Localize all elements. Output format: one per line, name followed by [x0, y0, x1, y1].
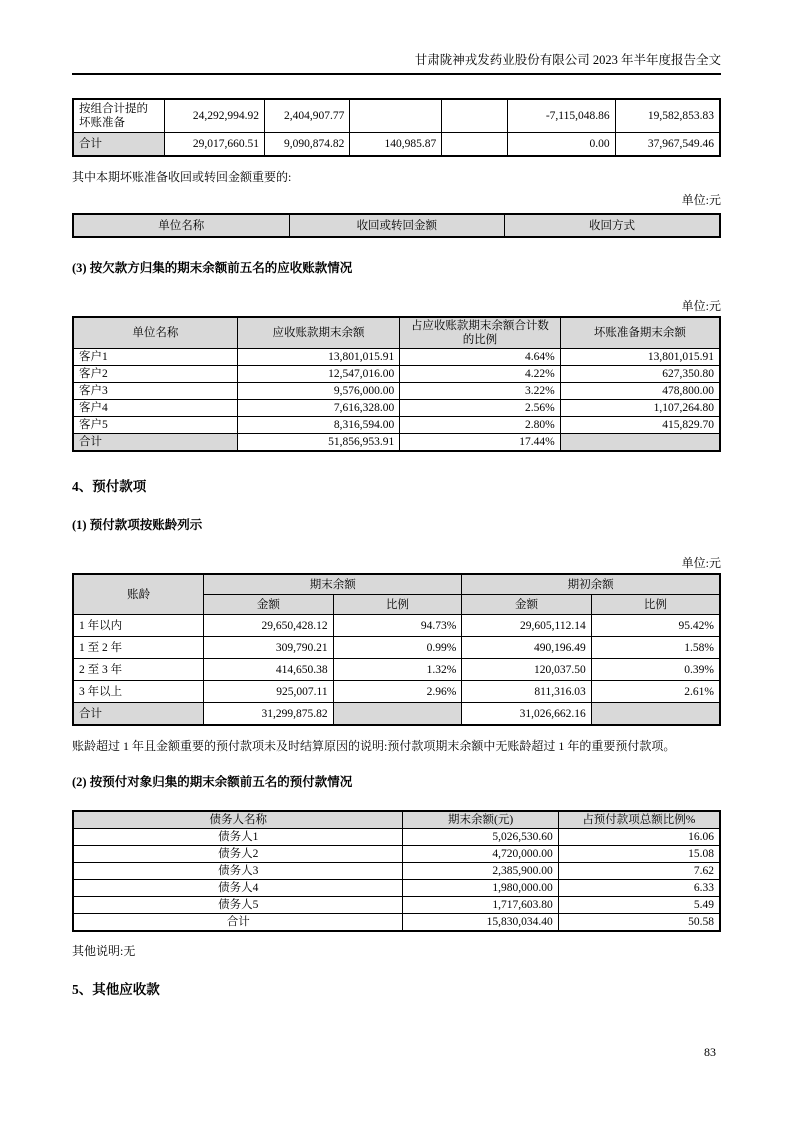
table-row	[73, 637, 720, 659]
prepayment-aging-table	[72, 573, 721, 726]
table-row	[73, 829, 720, 846]
table-cell: 1,107,264.80	[560, 400, 720, 417]
table-cell: 51,856,953.91	[237, 434, 399, 452]
table-cell: 客户3	[73, 383, 237, 400]
table-row-total	[73, 703, 720, 726]
table-cell	[591, 703, 720, 726]
table-row-total	[73, 914, 720, 932]
column-header: 收回或转回金额	[289, 214, 504, 237]
table-cell: -7,115,048.86	[508, 99, 615, 133]
table-cell: 3 年以上	[73, 681, 204, 703]
table-cell: 2.80%	[400, 417, 560, 434]
table-row-total	[73, 133, 720, 157]
column-header: 占预付款项总额比例%	[558, 811, 720, 829]
table-cell: 1 至 2 年	[73, 637, 204, 659]
table-cell: 2,404,907.77	[264, 99, 349, 133]
table-cell: 13,801,015.91	[237, 349, 399, 366]
table-row	[73, 681, 720, 703]
column-header: 应收账款期末余额	[237, 317, 399, 349]
section-heading-4: 4、预付款项	[72, 479, 147, 494]
table-cell: 5.49	[558, 897, 720, 914]
table-cell: 合计	[73, 434, 237, 452]
table-cell: 415,829.70	[560, 417, 720, 434]
table-cell: 债务人3	[73, 863, 403, 880]
column-header: 债务人名称	[73, 811, 403, 829]
table-cell: 债务人1	[73, 829, 403, 846]
column-header: 坏账准备期末余额	[560, 317, 720, 349]
table-cell: 7.62	[558, 863, 720, 880]
table-cell: 客户1	[73, 349, 237, 366]
table-header-row	[73, 574, 720, 595]
document-header-title: 甘肃陇神戎发药业股份有限公司 2023 年半年度报告全文	[72, 0, 721, 75]
table-row-total	[73, 434, 720, 452]
column-header: 期末余额(元)	[403, 811, 558, 829]
table-cell: 95.42%	[591, 615, 720, 637]
table-cell: 50.58	[558, 914, 720, 932]
table-cell: 140,985.87	[350, 133, 442, 157]
table-cell: 29,650,428.12	[204, 615, 333, 637]
recovery-intro-text: 其中本期坏账准备收回或转回金额重要的:	[72, 170, 292, 184]
table-cell: 1.32%	[333, 659, 462, 681]
table-header-row	[73, 811, 720, 829]
recovery-table	[72, 213, 721, 238]
section-heading-3: (3) 按欠款方归集的期末余额前五名的应收账款情况	[72, 261, 353, 275]
table-cell: 按组合计提的坏账准备	[73, 99, 165, 133]
table-cell: 29,605,112.14	[462, 615, 591, 637]
table-cell: 4.22%	[400, 366, 560, 383]
table-cell: 4,720,000.00	[403, 846, 558, 863]
column-header: 金额	[462, 595, 591, 615]
table-cell: 120,037.50	[462, 659, 591, 681]
section-heading-5: 5、其他应收款	[72, 982, 160, 997]
other-note-text: 其他说明:无	[72, 944, 136, 958]
aging-note-text: 账龄超过 1 年且金额重要的预付款项未及时结算原因的说明:预付款项期末余额中无账龄超过 1 年的重要预付款项。	[72, 739, 676, 753]
table-cell: 1,980,000.00	[403, 880, 558, 897]
unit-label: 单位:元	[681, 193, 721, 207]
table-row	[73, 897, 720, 914]
table-cell	[442, 99, 508, 133]
table-cell: 19,582,853.83	[615, 99, 720, 133]
table-row	[73, 863, 720, 880]
table-row	[73, 349, 720, 366]
column-header: 占应收账款期末余额合计数的比例	[400, 317, 560, 349]
table-cell: 16.06	[558, 829, 720, 846]
table-cell: 2.61%	[591, 681, 720, 703]
table-cell: 31,299,875.82	[204, 703, 333, 726]
table-row	[73, 417, 720, 434]
table-row	[73, 880, 720, 897]
table-cell: 2.56%	[400, 400, 560, 417]
column-header: 单位名称	[73, 317, 237, 349]
table-cell: 0.99%	[333, 637, 462, 659]
column-header: 期末余额	[204, 574, 462, 595]
table-cell: 15.08	[558, 846, 720, 863]
table-cell: 1 年以内	[73, 615, 204, 637]
table-cell: 2 至 3 年	[73, 659, 204, 681]
table-cell: 1,717,603.80	[403, 897, 558, 914]
table-cell: 4.64%	[400, 349, 560, 366]
table-cell: 414,650.38	[204, 659, 333, 681]
table-header-row	[73, 317, 720, 349]
table-cell: 627,350.80	[560, 366, 720, 383]
table-cell: 0.39%	[591, 659, 720, 681]
table-cell: 309,790.21	[204, 637, 333, 659]
table-cell	[560, 434, 720, 452]
table-row	[73, 400, 720, 417]
table-cell: 490,196.49	[462, 637, 591, 659]
table-cell: 债务人5	[73, 897, 403, 914]
table-cell: 5,026,530.60	[403, 829, 558, 846]
unit-label: 单位:元	[681, 556, 721, 570]
table-row	[73, 615, 720, 637]
table-cell: 1.58%	[591, 637, 720, 659]
table-cell: 合计	[73, 914, 403, 932]
table-cell: 2,385,900.00	[403, 863, 558, 880]
column-header: 账龄	[73, 574, 204, 615]
column-header: 比例	[333, 595, 462, 615]
column-header: 单位名称	[73, 214, 289, 237]
table-cell: 债务人4	[73, 880, 403, 897]
column-header: 金额	[204, 595, 333, 615]
table-cell: 811,316.03	[462, 681, 591, 703]
table-cell: 合计	[73, 703, 204, 726]
table-cell: 24,292,994.92	[165, 99, 265, 133]
table-cell: 6.33	[558, 880, 720, 897]
table-cell: 客户2	[73, 366, 237, 383]
table-cell: 925,007.11	[204, 681, 333, 703]
table-cell: 9,576,000.00	[237, 383, 399, 400]
table-row	[73, 366, 720, 383]
table-row	[73, 846, 720, 863]
table-cell: 17.44%	[400, 434, 560, 452]
table-cell: 7,616,328.00	[237, 400, 399, 417]
table-row	[73, 383, 720, 400]
table-cell: 15,830,034.40	[403, 914, 558, 932]
table-cell: 13,801,015.91	[560, 349, 720, 366]
table-cell: 9,090,874.82	[264, 133, 349, 157]
table-cell: 客户4	[73, 400, 237, 417]
table-cell: 8,316,594.00	[237, 417, 399, 434]
table-cell: 客户5	[73, 417, 237, 434]
table-cell: 31,026,662.16	[462, 703, 591, 726]
table-cell: 2.96%	[333, 681, 462, 703]
unit-label: 单位:元	[681, 299, 721, 313]
table-cell: 29,017,660.51	[165, 133, 265, 157]
table-cell	[442, 133, 508, 157]
table-cell: 0.00	[508, 133, 615, 157]
top5-prepayments-table	[72, 810, 721, 932]
table-row	[73, 99, 720, 133]
table-row	[73, 659, 720, 681]
section-heading-4-2: (2) 按预付对象归集的期末余额前五名的预付款情况	[72, 775, 353, 789]
page-number: 83	[704, 1045, 716, 1059]
table-cell: 478,800.00	[560, 383, 720, 400]
table-cell	[333, 703, 462, 726]
table-cell: 12,547,016.00	[237, 366, 399, 383]
column-header: 收回方式	[505, 214, 720, 237]
bad-debt-provision-table	[72, 98, 721, 157]
table-cell: 债务人2	[73, 846, 403, 863]
table-header-row	[73, 214, 720, 237]
section-heading-4-1: (1) 预付款项按账龄列示	[72, 518, 203, 532]
table-cell: 合计	[73, 133, 165, 157]
table-cell: 94.73%	[333, 615, 462, 637]
column-header: 比例	[591, 595, 720, 615]
top5-receivables-table	[72, 316, 721, 452]
table-cell	[350, 99, 442, 133]
table-cell: 3.22%	[400, 383, 560, 400]
table-cell: 37,967,549.46	[615, 133, 720, 157]
column-header: 期初余额	[462, 574, 720, 595]
